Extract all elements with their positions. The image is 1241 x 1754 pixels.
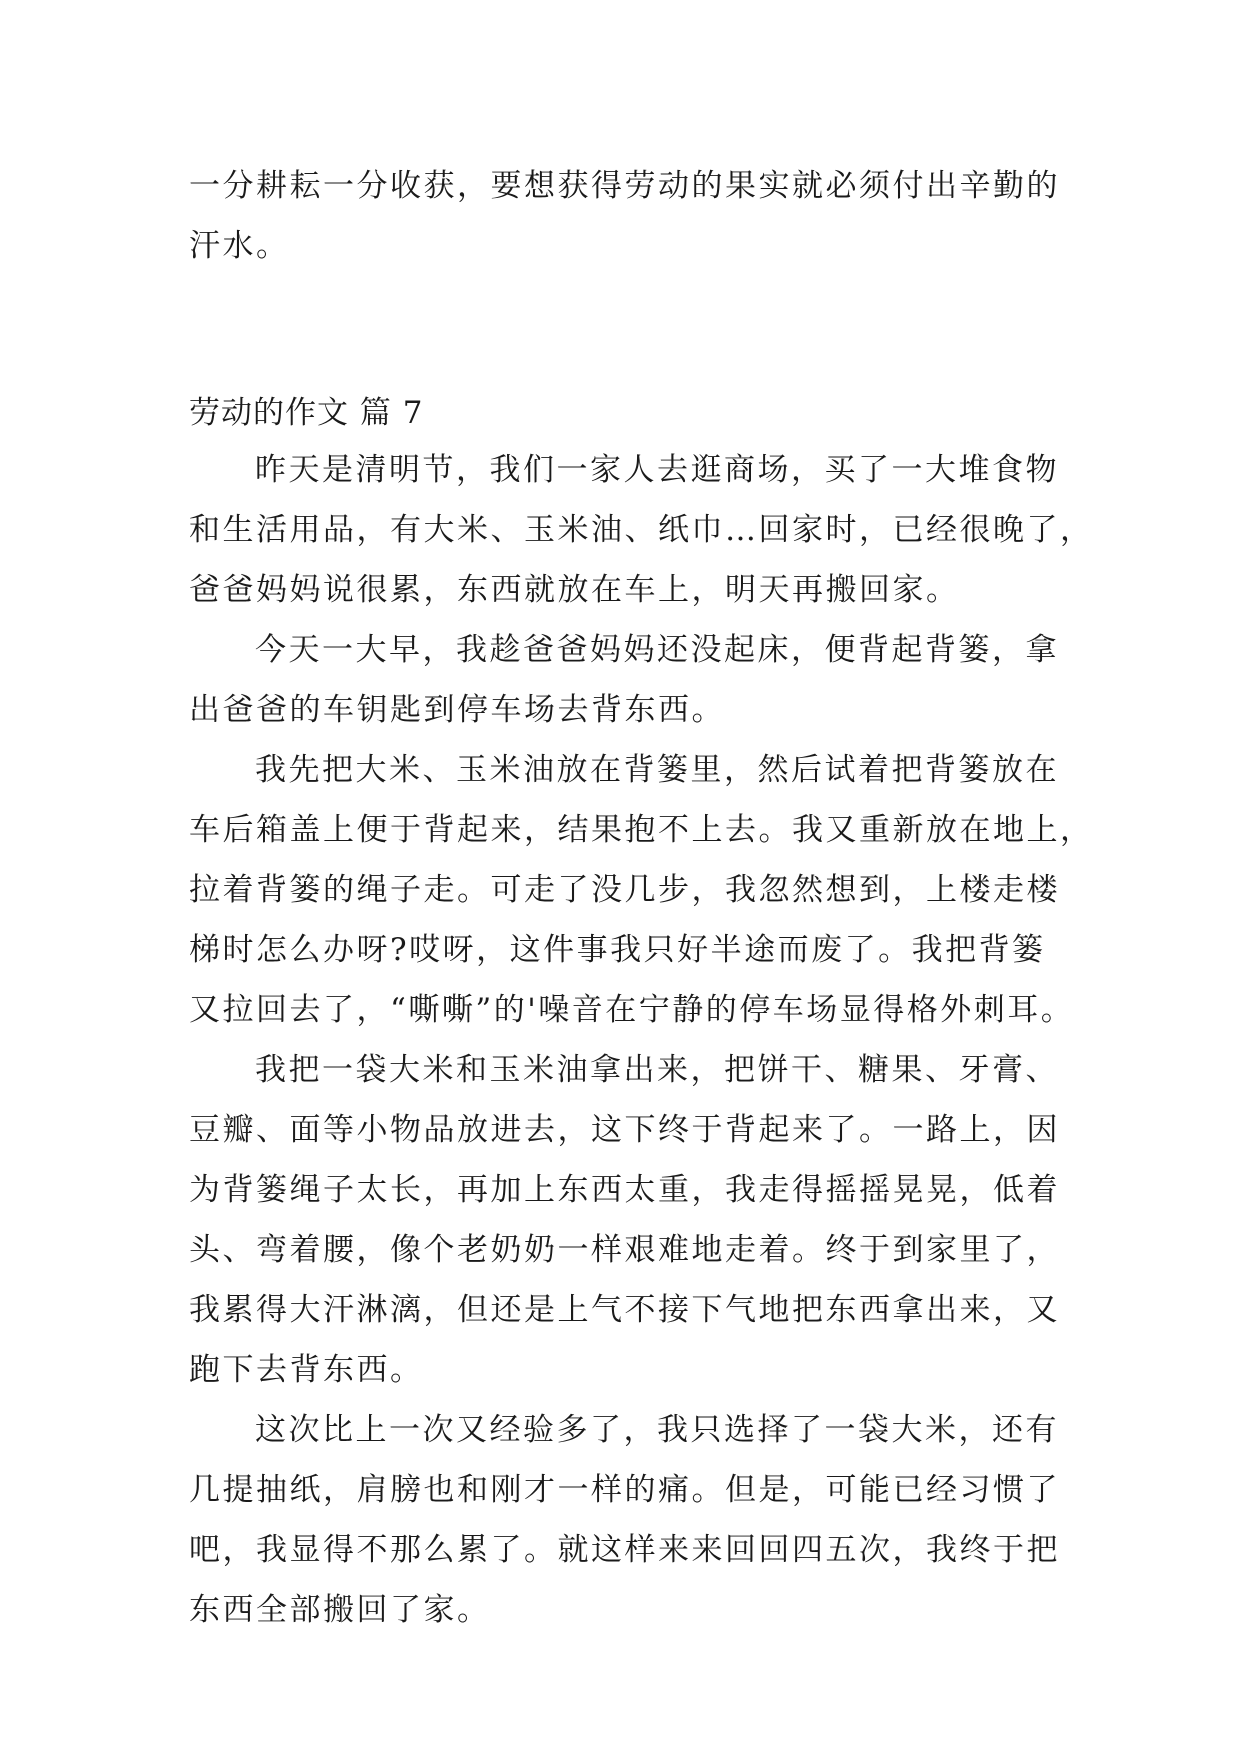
paragraph-3: [189, 740, 1094, 1040]
text-line: 汗水。: [189, 228, 290, 264]
text-line: 和生活用品，有大米、玉米油、纸巾…回家时，已经很晚了，: [189, 512, 1094, 548]
paragraph-5: [189, 1400, 1059, 1640]
text-line: 一分耕耘一分收获，要想获得劳动的果实就必须付出辛勤的: [189, 168, 1060, 204]
paragraph-1: [189, 440, 1094, 620]
document-body: [189, 156, 1094, 1640]
text-line: 出爸爸的车钥匙到停车场去背东西。: [189, 692, 725, 728]
text-line: 吧，我显得不那么累了。就这样来来回回四五次，我终于把: [189, 1532, 1060, 1568]
text-line: 这次比上一次又经验多了，我只选择了一袋大米，还有: [255, 1412, 1059, 1448]
text-line: 几提抽纸，肩膀也和刚才一样的痛。但是，可能已经习惯了: [189, 1472, 1060, 1508]
text-line: 我把一袋大米和玉米油拿出来，把饼干、糖果、牙膏、: [255, 1052, 1059, 1088]
text-line: 东西全部搬回了家。: [189, 1592, 491, 1628]
text-line: 拉着背篓的绳子走。可走了没几步，我忽然想到，上楼走楼: [189, 872, 1060, 908]
paragraph-4: [189, 1040, 1059, 1400]
text-line: 为背篓绳子太长，再加上东西太重，我走得摇摇晃晃，低着: [189, 1172, 1060, 1208]
text-line: 豆瓣、面等小物品放进去，这下终于背起来了。一路上，因: [189, 1112, 1060, 1148]
text-line: 梯时怎么办呀?哎呀，这件事我只好半途而废了。我把背篓: [189, 932, 1046, 968]
text-line: 我累得大汗淋漓，但还是上气不接下气地把东西拿出来，又: [189, 1292, 1060, 1328]
text-line: 跑下去背东西。: [189, 1352, 424, 1388]
text-line: 头、弯着腰，像个老奶奶一样艰难地走着。终于到家里了，: [189, 1232, 1060, 1268]
text-line: 又拉回去了，“嘶嘶”的'噪音在宁静的停车场显得格外刺耳。: [189, 992, 1075, 1028]
intro-paragraph: [189, 156, 1059, 276]
paragraph-2: [189, 620, 1059, 740]
text-line: 爸爸妈妈说很累，东西就放在车上，明天再搬回家。: [189, 572, 960, 608]
text-line: 车后箱盖上便于背起来，结果抱不上去。我又重新放在地上，: [189, 812, 1094, 848]
section-heading: 劳动的作文 篇 7: [189, 395, 424, 431]
text-line: 我先把大米、玉米油放在背篓里，然后试着把背篓放在: [255, 752, 1059, 788]
text-line: 今天一大早，我趁爸爸妈妈还没起床，便背起背篓，拿: [255, 632, 1059, 668]
text-line: 昨天是清明节，我们一家人去逛商场，买了一大堆食物: [255, 452, 1059, 488]
